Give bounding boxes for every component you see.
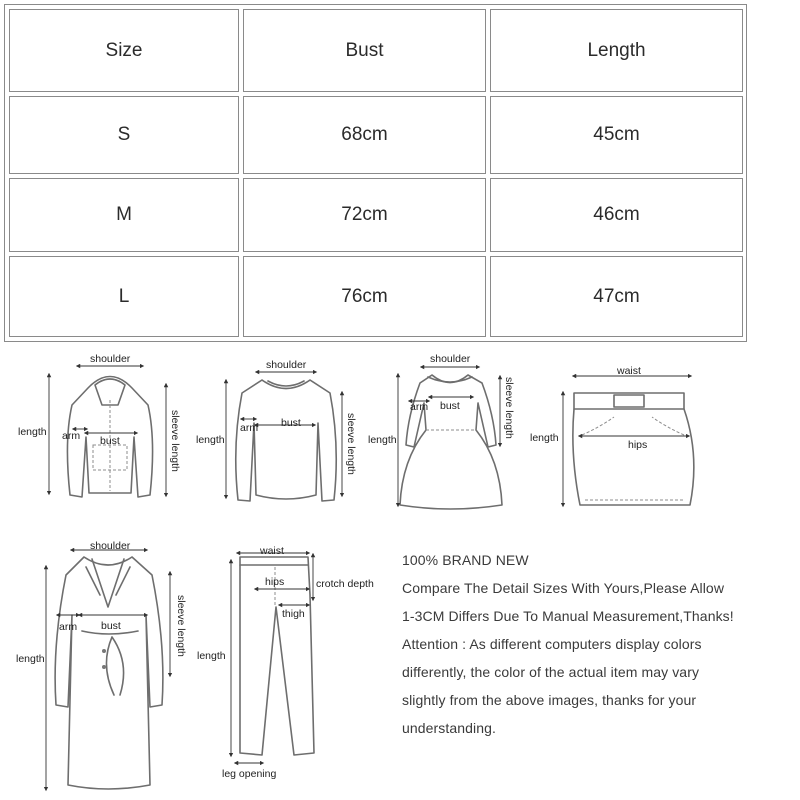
dress-length-label: length xyxy=(368,434,397,446)
pants-hips-label: hips xyxy=(265,576,285,588)
pants-thigh-label: thigh xyxy=(282,608,305,620)
table-header-size: Size xyxy=(9,9,239,92)
table-header-bust: Bust xyxy=(243,9,486,92)
pants-leg-opening-label: leg opening xyxy=(222,768,277,780)
hoodie-sleeve-length-label: sleeve length xyxy=(169,410,181,472)
pants-crotch-depth-label: crotch depth xyxy=(316,578,374,590)
table-cell-length: 47cm xyxy=(490,256,743,337)
coat-arm-label: arm xyxy=(59,621,78,633)
sweater-arm-label: arm xyxy=(240,422,259,434)
coat-sleeve-length-label: sleeve length xyxy=(175,595,187,657)
coat-diagram xyxy=(16,540,187,789)
note-line: 1-3CM Differs Due To Manual Measurement,Thanks! xyxy=(402,608,734,624)
table-header-length: Length xyxy=(490,9,743,92)
pants-diagram xyxy=(197,545,374,780)
dress-sleeve-length-label: sleeve length xyxy=(503,377,515,439)
sweater-length-label: length xyxy=(196,434,225,446)
hoodie-diagram xyxy=(18,353,181,497)
note-line: understanding. xyxy=(402,720,497,736)
pants-length-label: length xyxy=(197,650,226,662)
skirt-waist-label: waist xyxy=(617,365,641,377)
note-line: 100% BRAND NEW xyxy=(402,552,529,568)
hoodie-shoulder-label: shoulder xyxy=(90,353,131,365)
pants-waist-label: waist xyxy=(260,545,284,557)
hoodie-length-label: length xyxy=(18,426,47,438)
note-line: slightly from the above images, thanks for your xyxy=(402,692,697,708)
table-cell-bust: 76cm xyxy=(243,256,486,337)
sweater-diagram xyxy=(196,359,357,501)
sweater-shoulder-label: shoulder xyxy=(266,359,307,371)
note-line: Attention : As different computers display colors xyxy=(402,636,702,652)
sweater-bust-label: bust xyxy=(281,417,301,429)
sweater-sleeve-length-label: sleeve length xyxy=(345,413,357,475)
product-notes xyxy=(402,546,794,742)
table-cell-length: 45cm xyxy=(490,96,743,174)
hoodie-bust-label: bust xyxy=(100,435,120,447)
dress-arm-label: arm xyxy=(410,401,429,413)
skirt-hips-label: hips xyxy=(628,439,648,451)
size-table xyxy=(4,4,747,342)
coat-length-label: length xyxy=(16,653,45,665)
table-cell-size: S xyxy=(9,96,239,174)
table-cell-length: 46cm xyxy=(490,178,743,252)
table-cell-size: M xyxy=(9,178,239,252)
table-cell-bust: 68cm xyxy=(243,96,486,174)
dress-shoulder-label: shoulder xyxy=(430,353,471,365)
note-line: Compare The Detail Sizes With Yours,Please Allow xyxy=(402,580,725,596)
dress-bust-label: bust xyxy=(440,400,460,412)
note-line: differently, the color of the actual item may vary xyxy=(402,664,700,680)
coat-shoulder-label: shoulder xyxy=(90,540,131,552)
table-cell-size: L xyxy=(9,256,239,337)
hoodie-arm-label: arm xyxy=(62,430,81,442)
skirt-length-label: length xyxy=(530,432,559,444)
coat-bust-label: bust xyxy=(101,620,121,632)
skirt-diagram xyxy=(530,365,694,505)
dress-diagram xyxy=(368,353,515,509)
table-cell-bust: 72cm xyxy=(243,178,486,252)
